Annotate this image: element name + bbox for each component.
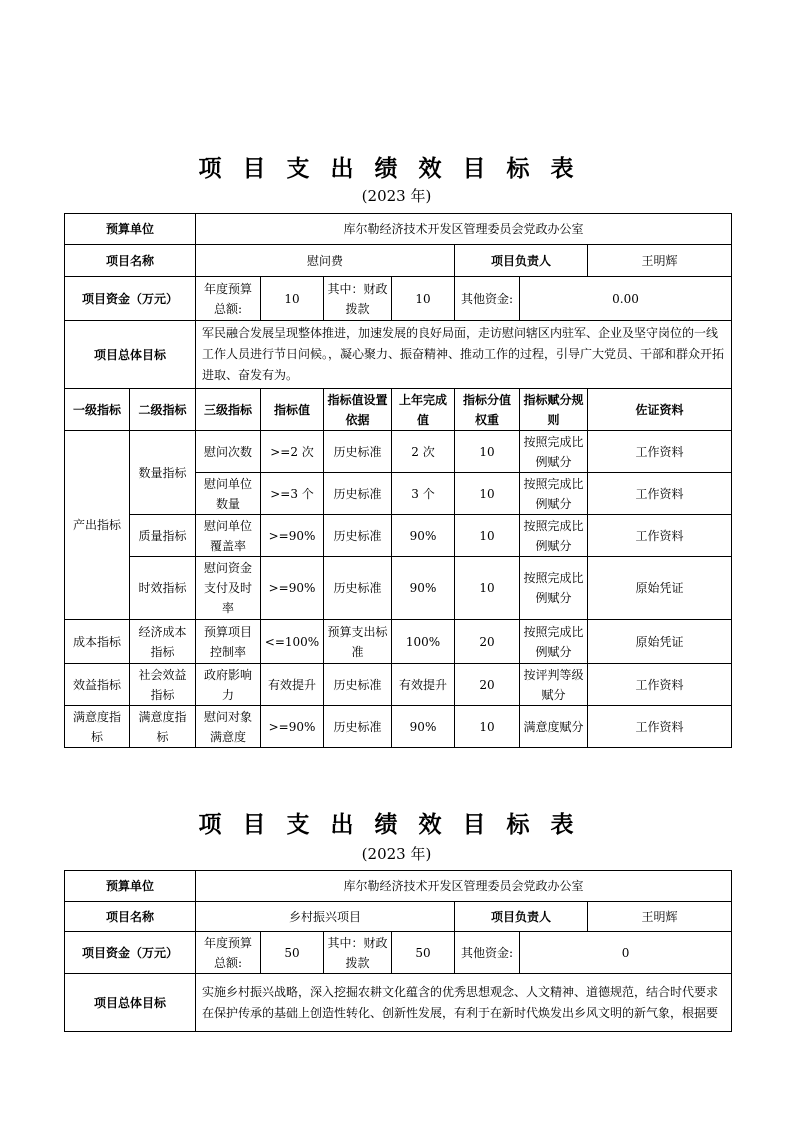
level2-quality: 质量指标 <box>130 515 196 557</box>
value-cell: >=90% <box>261 557 324 620</box>
evidence-cell: 原始凭证 <box>588 620 732 664</box>
value-cell: >=2 次 <box>261 431 324 473</box>
performance-table <box>64 213 732 748</box>
other-funds-value: 0 <box>520 932 732 974</box>
project-owner-value: 王明辉 <box>588 245 732 277</box>
overall-goal-label: 项目总体目标 <box>65 321 196 389</box>
budget-unit-label: 预算单位 <box>65 214 196 245</box>
overall-goal-label: 项目总体目标 <box>65 974 196 1032</box>
overall-goal-text: 军民融合发展呈现整体推进，加速发展的良好局面，走访慰问辖区内驻军、企业及坚守岗位的一线工作人员进行节日问候。，凝心聚力、振奋精神、推动工作的过程，引导广大党员、干部和群众开拓进取、奋发有为。 <box>196 321 732 389</box>
value-cell: >=90% <box>261 706 324 748</box>
level2-timeliness: 时效指标 <box>130 557 196 620</box>
other-funds-label: 其他资金: <box>455 277 520 321</box>
rule-cell: 按照完成比例赋分 <box>520 431 588 473</box>
project-owner-label: 项目负责人 <box>455 902 588 932</box>
last-year-cell: 有效提升 <box>392 664 455 706</box>
header-evidence: 佐证资料 <box>588 389 732 431</box>
level2-economic-cost: 经济成本指标 <box>130 620 196 664</box>
level2-quantity: 数量指标 <box>130 431 196 515</box>
budget-unit-value: 库尔勒经济技术开发区管理委员会党政办公室 <box>196 871 732 902</box>
rule-cell: 按评判等级赋分 <box>520 664 588 706</box>
value-cell: >=90% <box>261 515 324 557</box>
other-funds-label: 其他资金: <box>455 932 520 974</box>
table-row <box>65 557 732 620</box>
rule-cell: 按照完成比例赋分 <box>520 515 588 557</box>
project-funds-label: 项目资金（万元） <box>65 932 196 974</box>
evidence-cell: 工作资料 <box>588 473 732 515</box>
last-year-cell: 90% <box>392 515 455 557</box>
basis-cell: 历史标准 <box>324 431 392 473</box>
basis-cell: 历史标准 <box>324 664 392 706</box>
level3-cell: 慰问次数 <box>196 431 261 473</box>
annual-budget-label: 年度预算总额: <box>196 932 261 974</box>
project-owner-label: 项目负责人 <box>455 245 588 277</box>
level3-cell: 预算项目控制率 <box>196 620 261 664</box>
header-last-year: 上年完成值 <box>392 389 455 431</box>
evidence-cell: 工作资料 <box>588 515 732 557</box>
header-basis: 指标值设置依据 <box>324 389 392 431</box>
table-row <box>65 664 732 706</box>
header-weight: 指标分值权重 <box>455 389 520 431</box>
last-year-cell: 90% <box>392 706 455 748</box>
basis-cell: 历史标准 <box>324 706 392 748</box>
other-funds-value: 0.00 <box>520 277 732 321</box>
evidence-cell: 工作资料 <box>588 664 732 706</box>
performance-table-2 <box>64 870 732 1032</box>
level1-benefit: 效益指标 <box>65 664 130 706</box>
weight-cell: 10 <box>455 515 520 557</box>
table-row <box>65 620 732 664</box>
basis-cell: 历史标准 <box>324 515 392 557</box>
annual-budget-label: 年度预算总额: <box>196 277 261 321</box>
table-row <box>65 706 732 748</box>
project-name-value: 慰问费 <box>196 245 455 277</box>
budget-unit-value: 库尔勒经济技术开发区管理委员会党政办公室 <box>196 214 732 245</box>
weight-cell: 20 <box>455 620 520 664</box>
basis-cell: 预算支出标准 <box>324 620 392 664</box>
level3-cell: 慰问单位数量 <box>196 473 261 515</box>
value-cell: >=3 个 <box>261 473 324 515</box>
project-owner-value: 王明辉 <box>588 902 732 932</box>
level1-satisfaction: 满意度指标 <box>65 706 130 748</box>
year-label-2: (2023 年) <box>361 845 432 863</box>
rule-cell: 按照完成比例赋分 <box>520 620 588 664</box>
project-name-label: 项目名称 <box>65 902 196 932</box>
table-row <box>65 515 732 557</box>
project-name-label: 项目名称 <box>65 245 196 277</box>
level1-output: 产出指标 <box>65 431 130 620</box>
project-name-value: 乡村振兴项目 <box>196 902 455 932</box>
header-level2: 二级指标 <box>130 389 196 431</box>
weight-cell: 10 <box>455 473 520 515</box>
value-cell: <=100% <box>261 620 324 664</box>
header-value: 指标值 <box>261 389 324 431</box>
weight-cell: 20 <box>455 664 520 706</box>
basis-cell: 历史标准 <box>324 473 392 515</box>
last-year-cell: 2 次 <box>392 431 455 473</box>
fiscal-funds-value: 10 <box>392 277 455 321</box>
header-level1: 一级指标 <box>65 389 130 431</box>
fiscal-funds-label: 其中：财政拨款 <box>324 932 392 974</box>
rule-cell: 按照完成比例赋分 <box>520 473 588 515</box>
level3-cell: 政府影响力 <box>196 664 261 706</box>
table-row <box>65 431 732 473</box>
evidence-cell: 工作资料 <box>588 706 732 748</box>
header-rule: 指标赋分规则 <box>520 389 588 431</box>
rule-cell: 满意度赋分 <box>520 706 588 748</box>
last-year-cell: 100% <box>392 620 455 664</box>
rule-cell: 按照完成比例赋分 <box>520 557 588 620</box>
last-year-cell: 3 个 <box>392 473 455 515</box>
annual-budget-value: 10 <box>261 277 324 321</box>
budget-unit-label: 预算单位 <box>65 871 196 902</box>
fiscal-funds-label: 其中：财政拨款 <box>324 277 392 321</box>
level3-cell: 慰问单位覆盖率 <box>196 515 261 557</box>
project-funds-label: 项目资金（万元） <box>65 277 196 321</box>
level1-cost: 成本指标 <box>65 620 130 664</box>
basis-cell: 历史标准 <box>324 557 392 620</box>
level2-satisfaction: 满意度指标 <box>130 706 196 748</box>
level2-social-benefit: 社会效益指标 <box>130 664 196 706</box>
page-title-2: 项目支出绩效目标表 <box>198 811 595 838</box>
header-level3: 三级指标 <box>196 389 261 431</box>
weight-cell: 10 <box>455 557 520 620</box>
level3-cell: 慰问资金支付及时率 <box>196 557 261 620</box>
evidence-cell: 原始凭证 <box>588 557 732 620</box>
weight-cell: 10 <box>455 706 520 748</box>
evidence-cell: 工作资料 <box>588 431 732 473</box>
fiscal-funds-value: 50 <box>392 932 455 974</box>
page-title: 项目支出绩效目标表 <box>198 155 595 182</box>
annual-budget-value: 50 <box>261 932 324 974</box>
year-label: (2023 年) <box>361 187 432 205</box>
weight-cell: 10 <box>455 431 520 473</box>
level3-cell: 慰问对象满意度 <box>196 706 261 748</box>
last-year-cell: 90% <box>392 557 455 620</box>
value-cell: 有效提升 <box>261 664 324 706</box>
overall-goal-text: 实施乡村振兴战略，深入挖掘农耕文化蕴含的优秀思想观念、人文精神、道德规范，结合时代要求在保护传承的基础上创造性转化、创新性发展，有利于在新时代焕发出乡风文明的新气象，根据要 <box>196 974 732 1032</box>
